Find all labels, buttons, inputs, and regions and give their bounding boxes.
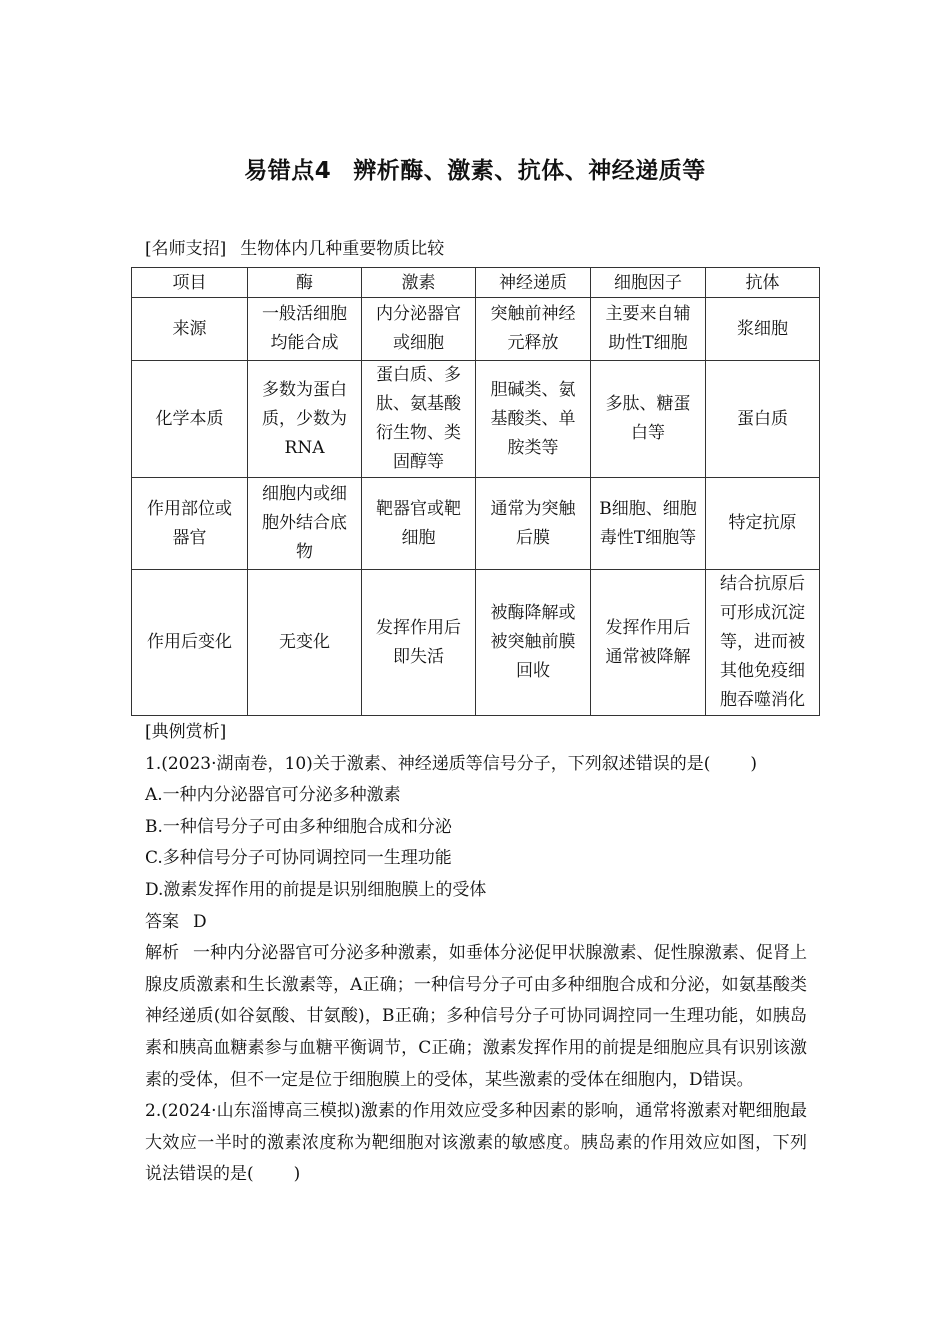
table-cell: 作用部位或器官 <box>132 478 248 570</box>
title-prefix: 易错点4 <box>244 158 332 184</box>
table-cell: 主要来自辅助性T细胞 <box>591 298 706 361</box>
table-cell: 通常为突触后膜 <box>476 478 591 570</box>
header-cell: 神经递质 <box>476 268 591 298</box>
table-row <box>132 361 820 478</box>
analysis-paragraph <box>145 938 807 1096</box>
table-cell: 蛋白质、多肽、氨基酸衍生物、类固醇等 <box>362 361 476 478</box>
answer-label: 答案 <box>145 911 179 932</box>
table-cell: 胆碱类、氨基酸类、单胺类等 <box>476 361 591 478</box>
table-cell: 来源 <box>132 298 248 361</box>
answer-value: D <box>193 911 207 932</box>
option-a: A.一种内分泌器官可分泌多种激素 <box>145 785 401 806</box>
table-cell: 内分泌器官或细胞 <box>362 298 476 361</box>
table-cell: 发挥作用后即失活 <box>362 570 476 716</box>
table-cell: 细胞内或细胞外结合底物 <box>248 478 362 570</box>
table-cell: 浆细胞 <box>706 298 820 361</box>
table-cell: 被酶降解或被突触前膜回收 <box>476 570 591 716</box>
table-row <box>132 478 820 570</box>
table-cell: 特定抗原 <box>706 478 820 570</box>
table-cell: 化学本质 <box>132 361 248 478</box>
question-1-close: ) <box>750 753 758 774</box>
question-2-close: ) <box>293 1164 301 1185</box>
teacher-tip-heading <box>145 234 444 259</box>
table-cell: B细胞、细胞毒性T细胞等 <box>591 478 706 570</box>
table-cell: 发挥作用后通常被降解 <box>591 570 706 716</box>
comparison-table <box>131 267 820 716</box>
answer-line <box>145 907 807 939</box>
title-text: 辨析酶、激素、抗体、神经递质等 <box>353 158 706 184</box>
table-cell: 多肽、糖蛋白等 <box>591 361 706 478</box>
question-2-stem <box>145 1096 807 1191</box>
header-cell: 酶 <box>248 268 362 298</box>
teacher-tip-label: [名师支招] <box>145 239 227 259</box>
table-row <box>132 570 820 716</box>
page-title <box>0 152 950 185</box>
header-cell: 项目 <box>132 268 248 298</box>
examples-section <box>145 717 807 1191</box>
analysis-label: 解析 <box>145 943 179 964</box>
question-2-text: 2.(2024·山东淄博高三模拟)激素的作用效应受多种因素的影响，通常将激素对靶细胞最大效应一半时的激素浓度称为靶细胞对该激素的敏感度。胰岛素的作用效应如图，下列说法错误的是( <box>145 1101 807 1185</box>
table-cell: 靶器官或靶细胞 <box>362 478 476 570</box>
table-row <box>132 298 820 361</box>
option-c: C.多种信号分子可协同调控同一生理功能 <box>145 848 452 869</box>
question-1-text: 1.(2023·湖南卷，10)关于激素、神经递质等信号分子，下列叙述错误的是( <box>145 753 711 774</box>
table-cell: 一般活细胞均能合成 <box>248 298 362 361</box>
header-cell: 激素 <box>362 268 476 298</box>
table-cell: 无变化 <box>248 570 362 716</box>
table-cell: 结合抗原后可形成沉淀等，进而被其他免疫细胞吞噬消化 <box>706 570 820 716</box>
option-b: B.一种信号分子可由多种细胞合成和分泌 <box>145 816 452 837</box>
table-cell: 作用后变化 <box>132 570 248 716</box>
header-cell: 细胞因子 <box>591 268 706 298</box>
teacher-tip-text: 生物体内几种重要物质比较 <box>240 239 445 259</box>
analysis-text: 一种内分泌器官可分泌多种激素，如垂体分泌促甲状腺激素、促性腺激素、促肾上腺皮质激素和生长激素等，A正确；一种信号分子可由多种细胞合成和分泌，如氨基酸类神经递质(如谷氨酸、甘氨酸)，B正确；多种信号分子可协同调控同一生理功能，如胰岛素和胰高血糖素参与血糖平衡调节，C正确；激素发挥作用的前提是细胞应具有识别该激素的受体，但不一定是位于细胞膜上的受体，某些激素的受体在细胞内，D错误。 <box>145 943 807 1090</box>
question-1-stem <box>145 749 807 781</box>
table-cell: 多数为蛋白质，少数为RNA <box>248 361 362 478</box>
option-d: D.激素发挥作用的前提是识别细胞膜上的受体 <box>145 879 487 900</box>
table-header-row <box>132 268 820 298</box>
examples-label: [典例赏析] <box>145 722 227 742</box>
header-cell: 抗体 <box>706 268 820 298</box>
table-cell: 蛋白质 <box>706 361 820 478</box>
table-cell: 突触前神经元释放 <box>476 298 591 361</box>
